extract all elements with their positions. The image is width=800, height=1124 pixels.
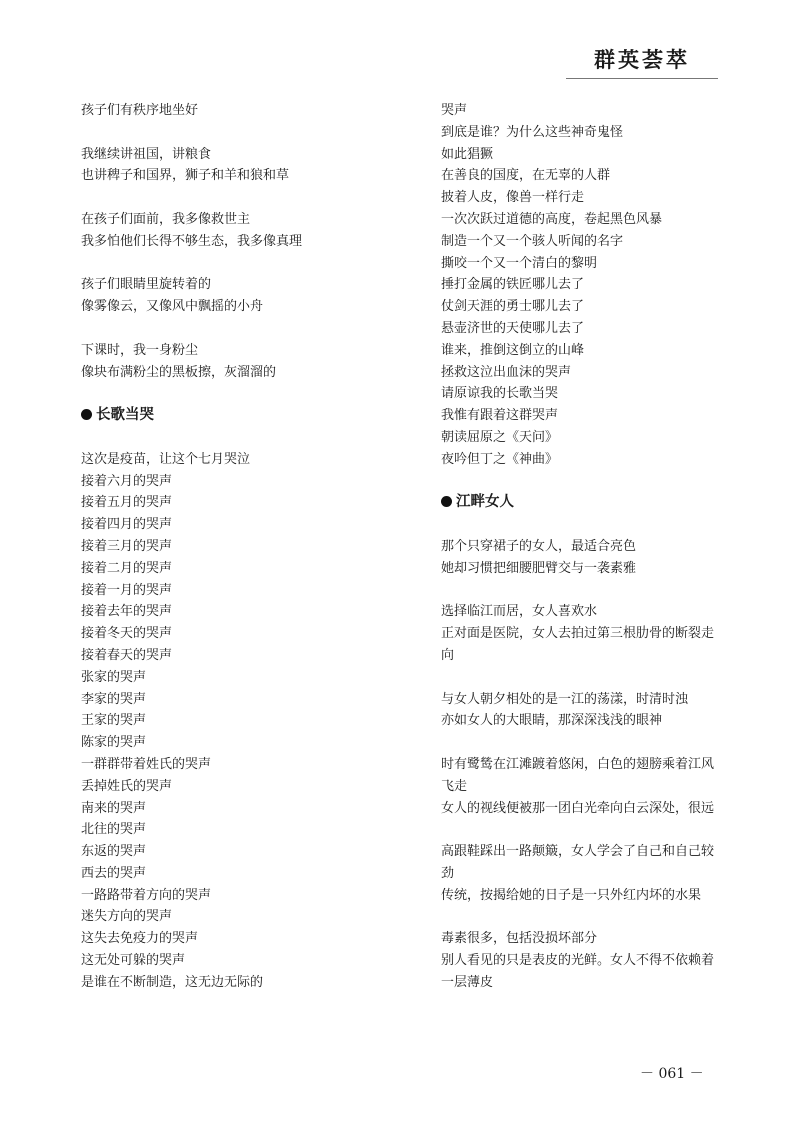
poem-line: 接着四月的哭声	[81, 517, 173, 533]
poem-line: 一群群带着姓氏的哭声	[81, 756, 212, 772]
left-column	[81, 100, 399, 994]
poem-line: 李家的哭声	[81, 691, 147, 707]
poem-line: 拯救这泣出血沫的哭声	[441, 364, 572, 380]
poem-line: 撕咬一个又一个清白的黎明	[441, 255, 598, 271]
poem-line: 亦如女人的大眼睛，那深深浅浅的眼神	[441, 713, 663, 729]
poem-line: 接着去年的哭声	[81, 604, 173, 620]
poem-line: 哭声	[441, 103, 468, 118]
section-heading-jiangpan	[441, 492, 726, 514]
poem-line: 我继续讲祖国，讲粮食	[81, 146, 212, 162]
poem-changge-continued	[441, 100, 726, 471]
stanza-break	[441, 580, 726, 602]
poem-line: 东返的哭声	[81, 844, 147, 860]
spacer	[441, 514, 726, 536]
poem-line: 朝读屈原之《天问》	[441, 429, 559, 445]
poem-line: 如此猖獗	[441, 146, 494, 162]
poem-jiangpan	[441, 536, 726, 994]
poem-line: 我多怕他们长得不够生态，我多像真理	[81, 233, 303, 249]
poem-line: 别人看见的只是表皮的光鲜。女人不得不依赖着一层薄皮	[441, 953, 715, 990]
stanza-break	[441, 906, 726, 928]
poem-line: 毒素很多，包括没损坏部分	[441, 931, 598, 947]
right-column	[441, 100, 726, 994]
poem-line: 一次次跃过道德的高度，卷起黑色风暴	[441, 211, 663, 227]
poem-line: 丢掉姓氏的哭声	[81, 778, 173, 794]
poem-line: 一路路带着方向的哭声	[81, 887, 212, 903]
poem-line: 仗剑天涯的勇士哪儿去了	[441, 299, 585, 315]
stanza-break	[81, 187, 399, 209]
poem-line: 这无处可躲的哭声	[81, 953, 186, 969]
spacer	[81, 427, 399, 449]
stanza-break	[441, 819, 726, 841]
poem-line: 时有鹭鸶在江滩踱着悠闲，白色的翅膀乘着江风飞走	[441, 756, 715, 794]
poem-line: 接着冬天的哭声	[81, 626, 173, 642]
poem-line: 捶打金属的铁匠哪儿去了	[441, 277, 585, 293]
poem-line: 是谁在不断制造，这无边无际的	[81, 974, 264, 990]
bullet-icon	[441, 496, 452, 507]
poem-line: 北往的哭声	[81, 822, 147, 838]
poem-line: 王家的哭声	[81, 713, 147, 729]
poem-line: 接着六月的哭声	[81, 473, 173, 489]
header-divider	[566, 78, 718, 79]
journal-column-title: 群英荟萃	[594, 48, 690, 72]
poem-line: 南来的哭声	[81, 800, 147, 816]
poem-line: 正对面是医院，女人去拍过第三根肋骨的断裂走向	[441, 626, 715, 663]
poem-line: 接着五月的哭声	[81, 495, 173, 511]
stanza-break	[441, 667, 726, 689]
poem-line: 孩子们有秩序地坐好	[81, 103, 199, 118]
poem-line: 高跟鞋踩出一路颠簸，女人学会了自己和自己较劲	[441, 844, 715, 881]
section-heading-changge	[81, 405, 399, 427]
poem-line: 夜吟但丁之《神曲》	[441, 451, 559, 467]
poem-line: 也讲稗子和国界，狮子和羊和狼和草	[81, 168, 290, 184]
poem-line: 女人的视线便被那一团白光牵向白云深处，很远	[441, 800, 715, 816]
poem-line: 谁来，推倒这倒立的山峰	[441, 342, 585, 358]
section-title: 长歌当哭	[96, 407, 154, 424]
poem-line: 接着三月的哭声	[81, 538, 173, 554]
poem-changge	[81, 449, 399, 994]
poem-line: 在善良的国度，在无辜的人群	[441, 168, 611, 184]
poem-line: 到底是谁？为什么这些神奇鬼怪	[441, 124, 624, 140]
poem-line: 披着人皮，像兽一样行走	[441, 190, 585, 206]
poem-line: 接着春天的哭声	[81, 647, 173, 663]
poem-line: 这次是疫苗，让这个七月哭泣	[81, 451, 251, 467]
bullet-icon	[81, 409, 92, 420]
poem-line: 选择临江而居，女人喜欢水	[441, 604, 598, 620]
poem-line: 我惟有跟着这群哭声	[441, 408, 559, 424]
poem-line: 迷失方向的哭声	[81, 909, 173, 925]
poem-line: 在孩子们面前，我多像救世主	[81, 211, 251, 227]
spacer	[441, 471, 726, 493]
poem-line: 下课时，我一身粉尘	[81, 342, 199, 358]
poem-line: 请原谅我的长歌当哭	[441, 386, 559, 402]
stanza-break	[81, 253, 399, 275]
spacer	[81, 383, 399, 405]
poem-fragment	[81, 100, 399, 383]
poem-line: 陈家的哭声	[81, 735, 147, 751]
poem-line: 张家的哭声	[81, 669, 147, 685]
poem-line: 制造一个又一个骇人听闻的名字	[441, 233, 624, 249]
poem-line: 传统，按揭给她的日子是一只外红内坏的水果	[441, 887, 702, 903]
poem-line: 孩子们眼睛里旋转着的	[81, 277, 212, 293]
poem-line: 她却习惯把细腰肥臂交与一袭素雅	[441, 560, 637, 576]
stanza-break	[81, 122, 399, 144]
poem-line: 那个只穿裙子的女人，最适合亮色	[441, 538, 637, 554]
stanza-break	[441, 732, 726, 754]
stanza-break	[81, 318, 399, 340]
poem-line: 与女人朝夕相处的是一江的荡漾，时清时浊	[441, 691, 689, 707]
poem-line: 这失去免疫力的哭声	[81, 931, 199, 947]
poem-line: 像块布满粉尘的黑板擦，灰溜溜的	[81, 364, 277, 380]
poem-line: 接着一月的哭声	[81, 582, 173, 598]
poem-line: 西去的哭声	[81, 865, 147, 881]
poem-line: 接着二月的哭声	[81, 560, 173, 576]
poem-line: 像雾像云，又像风中飘摇的小舟	[81, 299, 264, 315]
page-number: － 061 －	[640, 1066, 704, 1082]
poem-line: 悬壶济世的天使哪儿去了	[441, 320, 585, 336]
section-title: 江畔女人	[456, 494, 514, 511]
